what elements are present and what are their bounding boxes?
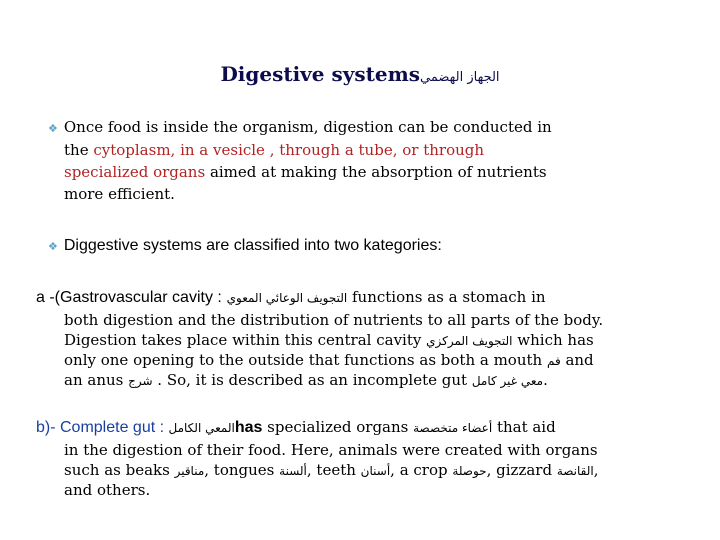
para4-line4: and others. bbox=[64, 481, 151, 499]
title-ar: الجهاز الهضمي bbox=[420, 70, 500, 85]
para1-line1: ❖ Once food is inside the organism, digestion can be conducted in bbox=[48, 118, 552, 136]
title-en: Digestive systems bbox=[220, 62, 421, 86]
slide-title bbox=[0, 62, 720, 86]
para4-line2: in the digestion of their food. Here, animals were created with organs bbox=[64, 441, 598, 459]
para4-line3: such as beaks مناقير, tongues ألسنة, teeth أسنان, a crop حوصلة, gizzard القانصة, bbox=[64, 461, 599, 479]
para4-line1: b)- Complete gut : المعي الكاملhas specialized organs أعضاء متخصصة that aid bbox=[36, 418, 556, 436]
para1-line4: more efficient. bbox=[64, 185, 175, 203]
para3-line3: Digestion takes place within this central cavity التجويف المركزي which has bbox=[64, 331, 594, 349]
para3-line5: an anus شرج . So, it is described as an incomplete gut معي غير كامل. bbox=[64, 371, 548, 389]
para1-line3: specialized organs aimed at making the absorption of nutrients bbox=[64, 163, 547, 181]
para3-line2: both digestion and the distribution of nutrients to all parts of the body. bbox=[64, 311, 604, 329]
bullet-icon: ❖ bbox=[48, 122, 58, 135]
bullet-icon: ❖ bbox=[48, 240, 58, 253]
para2-line: ❖ Diggestive systems are classified into two kategories: bbox=[48, 237, 442, 254]
para1-line2: the cytoplasm, in a vesicle , through a tube, or through bbox=[64, 141, 485, 159]
para3-line4: only one opening to the outside that functions as both a mouth فم and bbox=[64, 351, 594, 369]
para3-line1: a -(Gastrovascular cavity : التجويف الوعائي المعوي functions as a stomach in bbox=[36, 288, 546, 306]
